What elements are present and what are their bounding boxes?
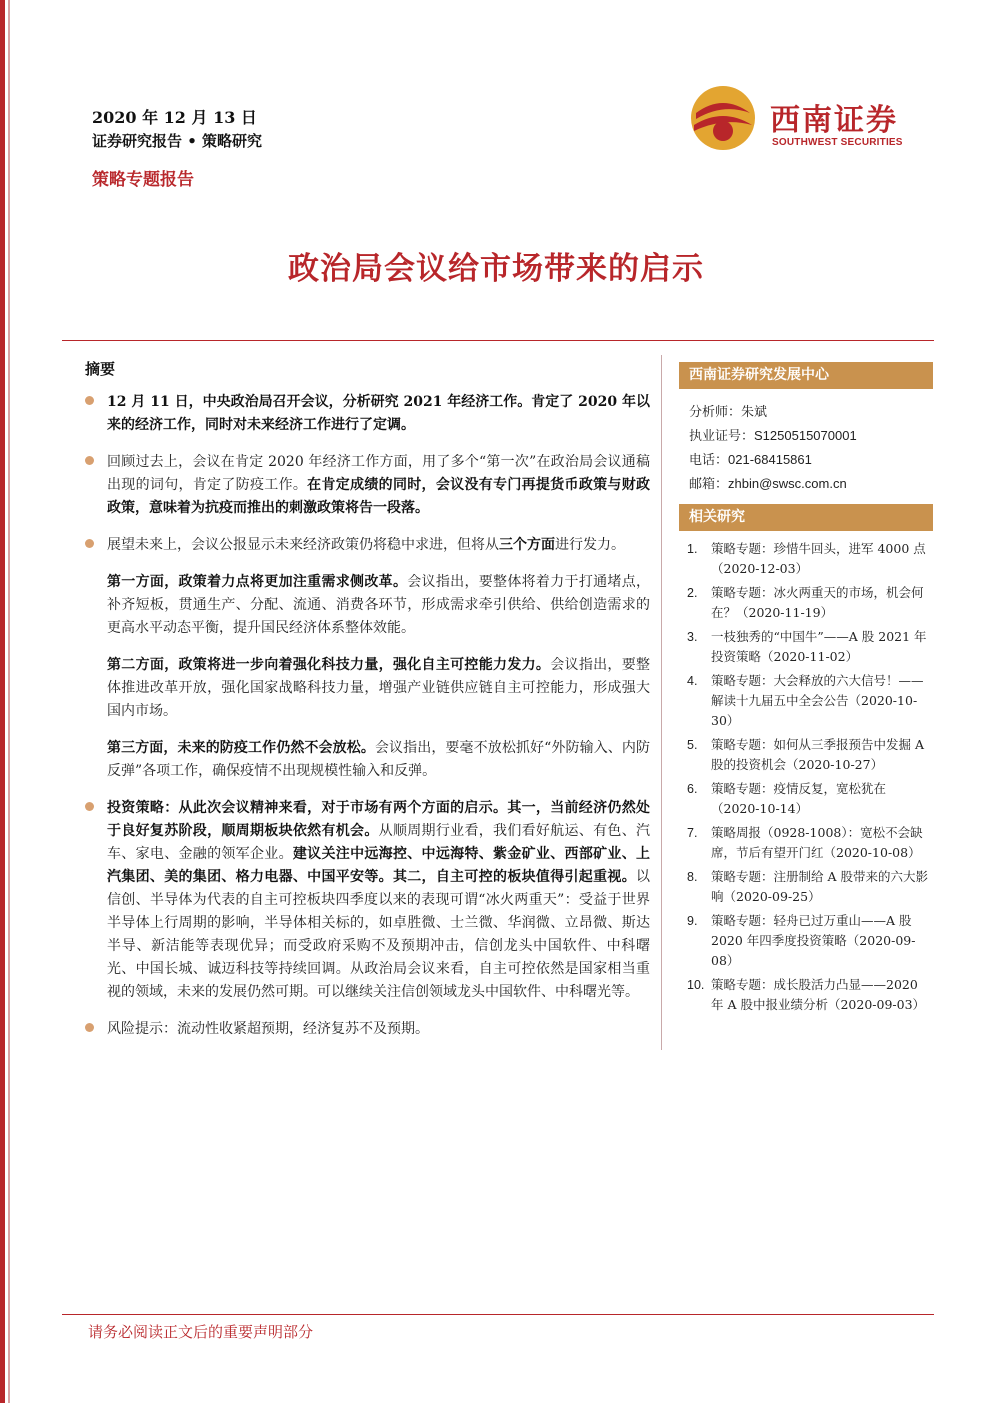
aspect-bold: 第一方面，政策着力点将更加注重需求侧改革。 bbox=[107, 574, 408, 590]
left-edge-line bbox=[8, 0, 10, 1403]
email-label: 邮箱： bbox=[689, 477, 729, 492]
disclaimer-footer: 请务必阅读正文后的重要声明部分 bbox=[88, 1323, 314, 1341]
related-item[interactable] bbox=[687, 627, 933, 667]
related-item-number: 8. bbox=[687, 870, 698, 884]
abstract-section bbox=[85, 358, 650, 1055]
related-item[interactable] bbox=[687, 735, 933, 775]
related-item-text: 策略专题：如何从三季报预告中发掘 A 股的投资机会（2020-10-27） bbox=[711, 737, 925, 772]
aspect-paragraph-1 bbox=[85, 571, 650, 640]
report-category: 策略专题报告 bbox=[92, 170, 194, 190]
analyst-label: 分析师： bbox=[689, 405, 742, 420]
bullet-text: 展望未来上，会议公报显示未来经济政策仍将稳中求进，但将从 bbox=[107, 537, 499, 553]
aspect-bold: 第二方面，政策将进一步向着强化科技力量，强化自主可控能力发力。 bbox=[107, 657, 551, 673]
related-item-number: 4. bbox=[687, 674, 698, 688]
analyst-name: 朱斌 bbox=[741, 405, 768, 420]
related-item-number: 2. bbox=[687, 586, 698, 600]
top-divider bbox=[62, 340, 934, 341]
bullet-text: 回顾过去上，会议在肯定 2020 年经济工作方面，用了多个“第一次”在政治局会议通稿出现的词句，肯定了防疫工作。 bbox=[107, 454, 650, 493]
bullet-bold-text: 在肯定成绩的同时，会议没有专门再提货币政策与财政政策，意味着为抗疫而推出的刺激政策将告一段落。 bbox=[107, 477, 651, 516]
abstract-bullet-3 bbox=[85, 534, 650, 557]
aspect-text: 会议指出，要整体将着力于打通堵点，补齐短板，贯通生产、分配、流通、消费各环节，形成需求牵引供给、供给创造需求的更高水平动态平衡，提升国民经济体系整体效能。 bbox=[107, 574, 651, 636]
related-item[interactable] bbox=[687, 911, 933, 971]
left-edge-bar bbox=[0, 0, 5, 1403]
phone-number: 021-68415861 bbox=[728, 452, 812, 467]
related-research-heading: 相关研究 bbox=[679, 504, 933, 531]
analyst-info bbox=[679, 389, 933, 504]
license-number: S1250515070001 bbox=[754, 428, 857, 443]
abstract-bullet-1 bbox=[85, 391, 650, 437]
email-link[interactable]: zhbin@swsc.com.cn bbox=[728, 476, 847, 491]
aspect-bold: 第三方面，未来的防疫工作仍然不会放松。 bbox=[107, 740, 375, 756]
related-item[interactable] bbox=[687, 823, 933, 863]
analyst-row bbox=[689, 401, 923, 424]
bullet-dot-icon bbox=[85, 802, 94, 811]
related-item-number: 9. bbox=[687, 914, 698, 928]
bullet-dot-icon bbox=[85, 539, 94, 548]
bullet-text: 风险提示：流动性收紧超预期，经济复苏不及预期。 bbox=[107, 1021, 429, 1037]
phone-row bbox=[689, 448, 923, 472]
email-row bbox=[689, 472, 923, 496]
related-item[interactable] bbox=[687, 539, 933, 579]
aspect-paragraph-2 bbox=[85, 654, 650, 723]
logo-text-en: SOUTHWEST SECURITIES bbox=[772, 137, 903, 148]
bullet-text: 12 月 11 日，中央政治局召开会议，分析研究 2021 年经济工作。肯定了 2020 年以来的经济工作，同时对未来经济工作进行了定调。 bbox=[107, 394, 651, 433]
column-divider bbox=[661, 355, 662, 1050]
abstract-bullet-2 bbox=[85, 451, 650, 520]
logo-text-cn: 西南证券 bbox=[770, 103, 898, 138]
aspect-text: 会议指出，要整体推进改革开放，强化国家战略科技力量，增强产业链供应链自主可控能力，形成强大国内市场。 bbox=[107, 657, 651, 719]
bullet-bold-text: 投资策略：从此次会议精神来看，对于市场有两个方面的启示。其一，当前经济仍然处于良好复苏阶段，顺周期板块依然有机会。 bbox=[107, 800, 650, 839]
related-item-text: 策略专题：冰火两重天的市场，机会何在？（2020-11-19） bbox=[711, 585, 924, 620]
bullet-text: 从顺周期行业看，我们看好航运、有色、汽车、家电、金融的领军企业。 bbox=[107, 823, 651, 862]
report-title: 政治局会议给市场带来的启示 bbox=[288, 251, 704, 287]
related-item-number: 5. bbox=[687, 738, 698, 752]
related-item-number: 3. bbox=[687, 630, 698, 644]
related-item[interactable] bbox=[687, 671, 933, 731]
abstract-heading: 摘要 bbox=[85, 360, 116, 378]
bullet-bold-text: 三个方面 bbox=[499, 537, 555, 553]
related-item[interactable] bbox=[687, 975, 933, 1015]
aspect-text: 会议指出，要毫不放松抓好“外防输入、内防反弹”各项工作，确保疫情不出现规模性输入和反弹。 bbox=[107, 740, 650, 779]
company-logo bbox=[690, 85, 940, 155]
related-item-number: 6. bbox=[687, 782, 698, 796]
bullet-dot-icon bbox=[85, 1023, 94, 1032]
bullet-text: 以信创、半导体为代表的自主可控板块四季度以来的表现可谓“冰火两重天”：受益于世界半导体上行周期的影响，半导体相关标的，如卓胜微、士兰微、华润微、立昂微、斯达半导、新洁能等表现优异；而受政府采购不及预期冲击，信创龙头中国软件、中科曙光、中国长城、诚迈科技等持续回调。从政治局会议来看，自主可控依然是国家相当重视的领域，未来的发展仍然可期。可以继续关注信创领域龙头中国软件、中科曙光等。 bbox=[107, 869, 650, 1000]
logo-mark-icon bbox=[690, 85, 756, 151]
related-item-text: 策略专题：成长股活力凸显——2020 年 A 股中报业绩分析（2020-09-03） bbox=[711, 977, 926, 1012]
related-item[interactable] bbox=[687, 583, 933, 623]
phone-label: 电话： bbox=[689, 453, 729, 468]
report-type: 证券研究报告 • 策略研究 bbox=[92, 132, 263, 150]
bullet-text: 进行发力。 bbox=[555, 537, 625, 553]
related-item-text: 策略专题：轻舟已过万重山——A 股 2020 年四季度投资策略（2020-09-08） bbox=[711, 913, 916, 968]
related-item[interactable] bbox=[687, 779, 933, 819]
abstract-bullet-4 bbox=[85, 797, 650, 1004]
license-row bbox=[689, 424, 923, 448]
bullet-dot-icon bbox=[85, 456, 94, 465]
research-center-heading: 西南证券研究发展中心 bbox=[679, 362, 933, 389]
related-item-text: 策略周报（0928-1008）：宽松不会缺席，节后有望开门红（2020-10-08） bbox=[711, 825, 923, 860]
license-label: 执业证号： bbox=[689, 429, 755, 444]
report-date: 2020 年 12 月 13 日 bbox=[92, 108, 257, 127]
related-item-text: 策略专题：大会释放的六大信号！——解读十九届五中全会公告（2020-10-30） bbox=[711, 673, 924, 728]
related-item-text: 一枝独秀的“中国牛”——A 股 2021 年投资策略（2020-11-02） bbox=[711, 629, 927, 664]
related-item-text: 策略专题：珍惜牛回头，进军 4000 点（2020-12-03） bbox=[711, 541, 926, 576]
related-item-text: 策略专题：疫情反复，宽松犹在（2020-10-14） bbox=[711, 781, 887, 816]
bottom-divider bbox=[62, 1314, 934, 1315]
related-item-number: 10. bbox=[687, 978, 705, 992]
abstract-bullet-5 bbox=[85, 1018, 650, 1041]
related-item-number: 7. bbox=[687, 826, 698, 840]
related-item[interactable] bbox=[687, 867, 933, 907]
related-item-text: 策略专题：注册制给 A 股带来的六大影响（2020-09-25） bbox=[711, 869, 928, 904]
bullet-dot-icon bbox=[85, 396, 94, 405]
aspect-paragraph-3 bbox=[85, 737, 650, 783]
related-item-number: 1. bbox=[687, 542, 698, 556]
bullet-bold-text: 建议关注中远海控、中远海特、紫金矿业、西部矿业、上汽集团、美的集团、格力电器、中国平安等。其二，自主可控的板块值得引起重视。 bbox=[107, 846, 651, 885]
sidebar bbox=[679, 362, 933, 1019]
related-research-list bbox=[679, 531, 933, 1015]
